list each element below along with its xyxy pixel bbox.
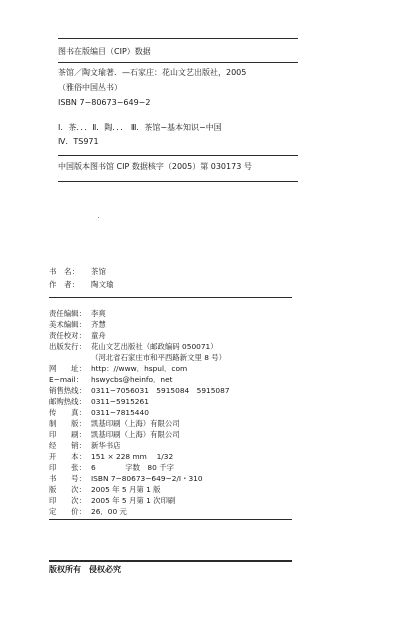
detail-label: 美术编辑：	[49, 320, 86, 329]
book-author-value: 陶文瑜	[91, 280, 114, 289]
detail-label: 邮购热线：	[49, 397, 86, 406]
cip-header-rule	[58, 62, 298, 63]
detail-label: 书 号：	[49, 474, 86, 483]
rights-top-rule	[49, 560, 292, 562]
book-title-value: 茶馆	[91, 267, 107, 276]
detail-value: 凯基印刷（上海）有限公司	[91, 419, 180, 428]
detail-value: 0311−7815440	[91, 408, 149, 417]
cip-footer-bottom-rule	[58, 181, 298, 182]
detail-label: 印 张：	[49, 463, 86, 472]
detail-value: （河北省石家庄市和平西路新文里 8 号）	[91, 353, 227, 362]
detail-value: 6 字数 80 千字	[91, 463, 174, 472]
stray-mark	[98, 217, 99, 218]
detail-value: 凯基印刷（上海）有限公司	[91, 430, 180, 439]
detail-label: 印 次：	[49, 496, 86, 505]
detail-value: 151 × 228 mm 1/32	[91, 452, 174, 461]
detail-value: 花山文艺出版社（邮政编码 050071）	[91, 342, 218, 351]
cip-footer-top-rule	[58, 155, 298, 156]
detail-label: 开 本：	[49, 452, 86, 461]
cip-footer: 中国版本图书馆 CIP 数据核字（2005）第 030173 号	[58, 162, 252, 171]
detail-value: 2005 年 5 月第 1 版	[91, 485, 161, 494]
detail-label: 传 真：	[49, 408, 86, 417]
detail-label: 责任校对：	[49, 331, 86, 340]
detail-value: 新华书店	[91, 441, 121, 450]
detail-label: E−mail：	[49, 375, 84, 384]
detail-value: 李爽	[91, 309, 106, 318]
detail-value: 童舟	[91, 331, 106, 340]
cip-line-4: Ⅰ．茶．．．Ⅱ．陶．．． Ⅲ．茶馆−基本知识−中国	[58, 123, 222, 132]
detail-value: http：//www．hspul．com	[91, 364, 188, 373]
cip-line-1: 茶馆／陶文瑜著．—石家庄：花山文艺出版社，2005	[58, 68, 247, 77]
cip-header: 图书在版编目（CIP）数据	[58, 47, 151, 56]
detail-value: hswycbs@heinfo．net	[91, 375, 173, 384]
detail-label: 网 址：	[49, 364, 86, 373]
rights-notice: 版权所有 侵权必究	[49, 565, 121, 574]
detail-value: 0311−7056031 5915084 5915087	[91, 386, 230, 395]
detail-value: 0311−5915261	[91, 397, 149, 406]
cip-line-5: Ⅳ．TS971	[58, 137, 99, 146]
detail-label: 印 刷：	[49, 430, 86, 439]
detail-label: 定 价：	[49, 507, 86, 516]
detail-label: 责任编辑：	[49, 309, 86, 318]
book-author-label: 作 者：	[49, 280, 80, 289]
detail-label: 经 销：	[49, 441, 86, 450]
cip-line-3: ISBN 7−80673−649−2	[58, 98, 151, 107]
detail-value: ISBN 7−80673−649−2/I・310	[91, 474, 203, 483]
detail-label: 出版发行：	[49, 342, 86, 351]
cip-top-rule	[58, 38, 298, 39]
detail-value: 26．00 元	[91, 507, 127, 516]
detail-label: 制 版：	[49, 419, 86, 428]
detail-label: 销售热线：	[49, 386, 86, 395]
details-bottom-rule	[49, 519, 292, 520]
book-title-label: 书 名：	[49, 267, 80, 276]
cip-line-2: （雅俗中国丛书）	[58, 83, 122, 92]
detail-value: 2005 年 5 月第 1 次印刷	[91, 496, 176, 505]
detail-label: 版 次：	[49, 485, 86, 494]
details-top-rule	[49, 297, 292, 298]
detail-value: 齐慧	[91, 320, 106, 329]
